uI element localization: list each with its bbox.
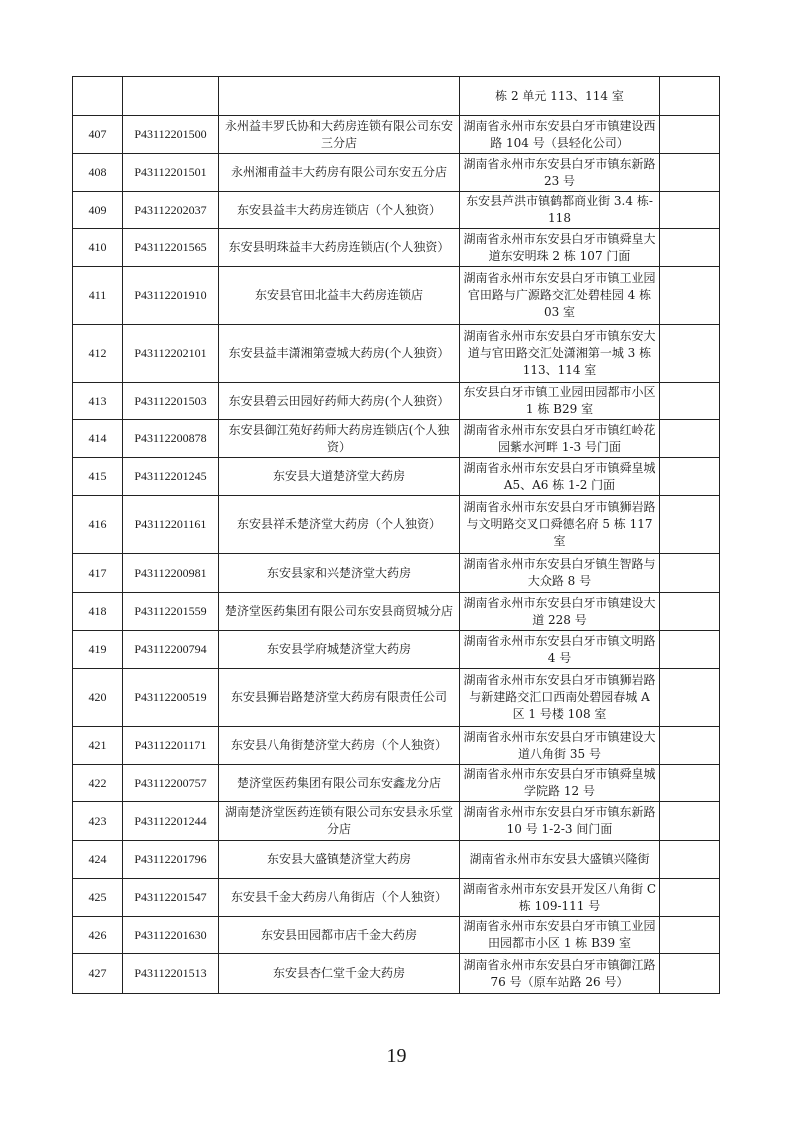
store-name-cell: 东安县明珠益丰大药房连锁店(个人独资） (219, 229, 460, 267)
note-cell (660, 267, 720, 325)
note-cell (660, 77, 720, 116)
store-name-cell: 东安县田园都市店千金大药房 (219, 917, 460, 954)
address-cell: 湖南省永州市东安县大盛镇兴隆街 (460, 841, 660, 879)
note-cell (660, 917, 720, 954)
table-row (73, 631, 720, 669)
row-number-cell: 415 (73, 458, 123, 496)
license-code-cell: P43112200757 (123, 765, 219, 802)
row-number-cell: 423 (73, 802, 123, 841)
address-cell: 湖南省永州市东安县白牙市镇舜皇大道东安明珠 2 栋 107 门面 (460, 229, 660, 267)
table-body (73, 77, 720, 994)
store-name-cell: 东安县家和兴楚济堂大药房 (219, 554, 460, 593)
note-cell (660, 879, 720, 917)
note-cell (660, 802, 720, 841)
store-name-cell: 东安县御江苑好药师大药房连锁店(个人独资） (219, 420, 460, 458)
license-code-cell: P43112201630 (123, 917, 219, 954)
license-code-cell: P43112200981 (123, 554, 219, 593)
note-cell (660, 496, 720, 554)
note-cell (660, 727, 720, 765)
license-code-cell: P43112201796 (123, 841, 219, 879)
address-cell: 湖南省永州市东安县白牙市镇御江路 76 号（原车站路 26 号） (460, 954, 660, 994)
license-code-cell: P43112201547 (123, 879, 219, 917)
table-row (73, 267, 720, 325)
row-number-cell: 418 (73, 593, 123, 631)
table-row (73, 229, 720, 267)
license-code-cell: P43112201244 (123, 802, 219, 841)
license-code-cell: P43112200519 (123, 669, 219, 727)
note-cell (660, 554, 720, 593)
store-name-cell: 东安县大道楚济堂大药房 (219, 458, 460, 496)
note-cell (660, 669, 720, 727)
address-cell: 湖南省永州市东安县白牙市镇东新路 23 号 (460, 154, 660, 192)
address-cell: 湖南省永州市东安县白牙市镇红岭花园紫水河畔 1-3 号门面 (460, 420, 660, 458)
store-name-cell: 永州湘甫益丰大药房有限公司东安五分店 (219, 154, 460, 192)
store-name-cell: 东安县千金大药房八角街店（个人独资） (219, 879, 460, 917)
address-cell: 湖南省永州市东安县白牙市镇文明路 4 号 (460, 631, 660, 669)
store-name-cell: 东安县八角街楚济堂大药房（个人独资） (219, 727, 460, 765)
table-row (73, 917, 720, 954)
pharmacy-list-table (72, 76, 720, 994)
table-row (73, 727, 720, 765)
row-number-cell: 421 (73, 727, 123, 765)
table-row (73, 554, 720, 593)
store-name-cell: 东安县碧云田园好药师大药房(个人独资） (219, 383, 460, 420)
page-number: 19 (386, 1045, 407, 1067)
address-cell: 湖南省永州市东安县白牙市镇东新路 10 号 1-2-3 间门面 (460, 802, 660, 841)
table-row (73, 879, 720, 917)
note-cell (660, 593, 720, 631)
note-cell (660, 325, 720, 383)
row-number-cell: 407 (73, 116, 123, 154)
note-cell (660, 229, 720, 267)
note-cell (660, 192, 720, 229)
address-cell: 湖南省永州市东安县白牙市镇狮岩路与新建路交汇口西南处碧园春城 A 区 1 号楼 108 室 (460, 669, 660, 727)
note-cell (660, 954, 720, 994)
address-cell: 湖南省永州市东安县白牙市镇工业园田园都市小区 1 栋 B39 室 (460, 917, 660, 954)
row-number-cell: 420 (73, 669, 123, 727)
row-number-cell: 411 (73, 267, 123, 325)
address-cell: 湖南省永州市东安县开发区八角街 C 栋 109-111 号 (460, 879, 660, 917)
table-row (73, 77, 720, 116)
license-code-cell: P43112200794 (123, 631, 219, 669)
store-name-cell: 楚济堂医药集团有限公司东安鑫龙分店 (219, 765, 460, 802)
store-name-cell: 东安县官田北益丰大药房连锁店 (219, 267, 460, 325)
row-number-cell: 413 (73, 383, 123, 420)
store-name-cell: 东安县狮岩路楚济堂大药房有限责任公司 (219, 669, 460, 727)
address-cell: 湖南省永州市东安县白牙市镇东安大道与官田路交汇处潇湘第一城 3 栋 113、114 室 (460, 325, 660, 383)
row-number-cell: 417 (73, 554, 123, 593)
row-number-cell: 414 (73, 420, 123, 458)
address-cell: 栋 2 单元 113、114 室 (460, 77, 660, 116)
address-cell: 湖南省永州市东安县白牙镇生智路与大众路 8 号 (460, 554, 660, 593)
address-cell: 湖南省永州市东安县白牙市镇工业园官田路与广源路交汇处碧桂园 4 栋 03 室 (460, 267, 660, 325)
table-row (73, 841, 720, 879)
license-code-cell: P43112202037 (123, 192, 219, 229)
license-code-cell: P43112201565 (123, 229, 219, 267)
note-cell (660, 841, 720, 879)
note-cell (660, 154, 720, 192)
row-number-cell: 425 (73, 879, 123, 917)
row-number-cell: 416 (73, 496, 123, 554)
row-number-cell: 424 (73, 841, 123, 879)
row-number-cell (73, 77, 123, 116)
address-cell: 湖南省永州市东安县白牙市镇舜皇城学院路 12 号 (460, 765, 660, 802)
note-cell (660, 383, 720, 420)
store-name-cell: 东安县杏仁堂千金大药房 (219, 954, 460, 994)
table-row (73, 954, 720, 994)
row-number-cell: 410 (73, 229, 123, 267)
row-number-cell: 427 (73, 954, 123, 994)
note-cell (660, 420, 720, 458)
store-name-cell: 永州益丰罗氏协和大药房连锁有限公司东安三分店 (219, 116, 460, 154)
address-cell: 东安县白牙市镇工业园田园都市小区 1 栋 B29 室 (460, 383, 660, 420)
note-cell (660, 458, 720, 496)
license-code-cell: P43112201501 (123, 154, 219, 192)
store-name-cell (219, 77, 460, 116)
address-cell: 湖南省永州市东安县白牙市镇建设大道 228 号 (460, 593, 660, 631)
table-row (73, 325, 720, 383)
license-code-cell: P43112201500 (123, 116, 219, 154)
table-row (73, 669, 720, 727)
address-cell: 湖南省永州市东安县白牙市镇建设西路 104 号（县轻化公司） (460, 116, 660, 154)
store-name-cell: 东安县祥禾楚济堂大药房（个人独资） (219, 496, 460, 554)
address-cell: 湖南省永州市东安县白牙市镇狮岩路与文明路交叉口舜德名府 5 栋 117 室 (460, 496, 660, 554)
note-cell (660, 116, 720, 154)
row-number-cell: 422 (73, 765, 123, 802)
license-code-cell: P43112201910 (123, 267, 219, 325)
store-name-cell: 东安县益丰潇湘第壹城大药房(个人独资） (219, 325, 460, 383)
table-row (73, 383, 720, 420)
table-row (73, 458, 720, 496)
note-cell (660, 765, 720, 802)
row-number-cell: 412 (73, 325, 123, 383)
license-code-cell: P43112202101 (123, 325, 219, 383)
license-code-cell: P43112201513 (123, 954, 219, 994)
address-cell: 湖南省永州市东安县白牙市镇舜皇城 A5、A6 栋 1-2 门面 (460, 458, 660, 496)
table-row (73, 496, 720, 554)
table-row (73, 116, 720, 154)
row-number-cell: 419 (73, 631, 123, 669)
note-cell (660, 631, 720, 669)
license-code-cell (123, 77, 219, 116)
license-code-cell: P43112201559 (123, 593, 219, 631)
license-code-cell: P43112201503 (123, 383, 219, 420)
pharmacy-table-container (72, 76, 719, 994)
license-code-cell: P43112201245 (123, 458, 219, 496)
store-name-cell: 东安县益丰大药房连锁店（个人独资） (219, 192, 460, 229)
store-name-cell: 楚济堂医药集团有限公司东安县商贸城分店 (219, 593, 460, 631)
store-name-cell: 湖南楚济堂医药连锁有限公司东安县永乐堂分店 (219, 802, 460, 841)
table-row (73, 593, 720, 631)
table-row (73, 192, 720, 229)
table-row (73, 420, 720, 458)
license-code-cell: P43112201161 (123, 496, 219, 554)
row-number-cell: 408 (73, 154, 123, 192)
row-number-cell: 426 (73, 917, 123, 954)
store-name-cell: 东安县学府城楚济堂大药房 (219, 631, 460, 669)
address-cell: 东安县芦洪市镇鹤都商业街 3.4 栋-118 (460, 192, 660, 229)
address-cell: 湖南省永州市东安县白牙市镇建设大道八角街 35 号 (460, 727, 660, 765)
table-row (73, 154, 720, 192)
table-row (73, 765, 720, 802)
store-name-cell: 东安县大盛镇楚济堂大药房 (219, 841, 460, 879)
license-code-cell: P43112200878 (123, 420, 219, 458)
table-row (73, 802, 720, 841)
row-number-cell: 409 (73, 192, 123, 229)
license-code-cell: P43112201171 (123, 727, 219, 765)
